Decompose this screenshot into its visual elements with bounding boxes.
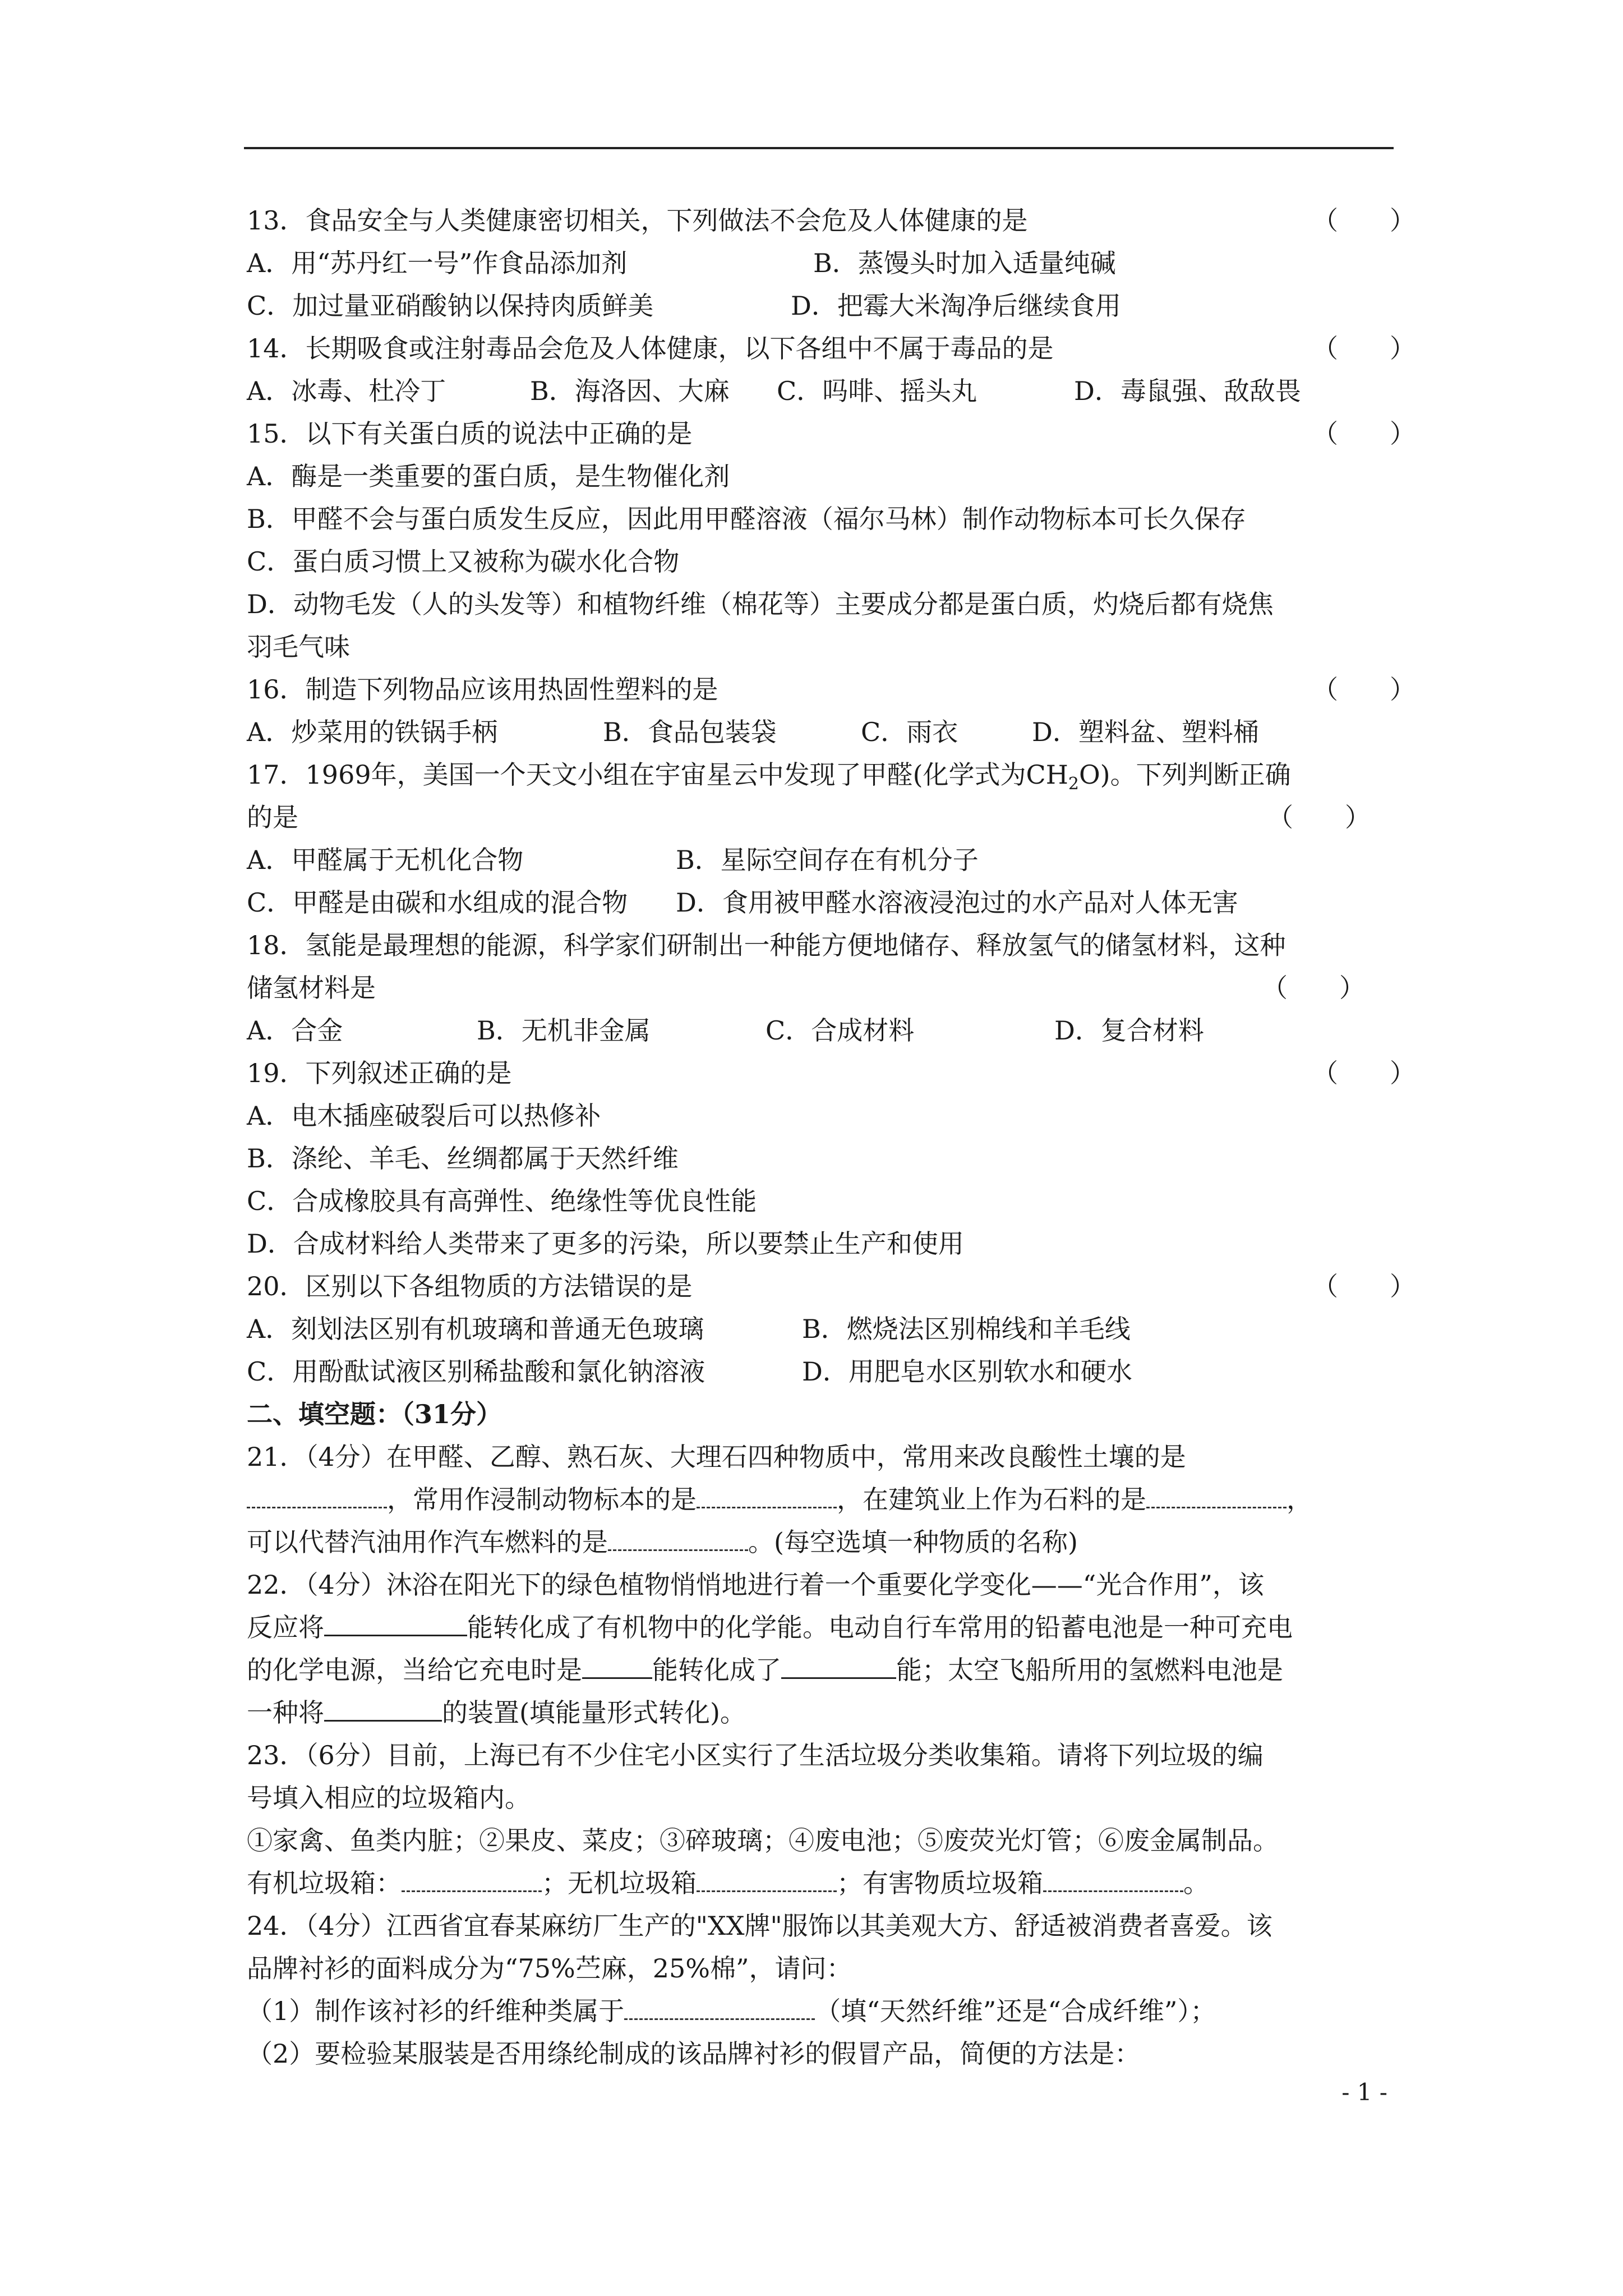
q21-blank-4[interactable] xyxy=(608,1521,748,1551)
q13-option-c: C．加过量亚硝酸钠以保持肉质鲜美 xyxy=(247,291,654,321)
q15-answer-paren: （ ） xyxy=(1312,418,1415,449)
q17-subscript: 2 xyxy=(1068,774,1079,794)
q15-option-b: B．甲醛不会与蛋白质发生反应，因此用甲醛溶液（福尔马林）制作动物标本可长久保存 xyxy=(247,504,1246,534)
q20-options-cd xyxy=(247,1350,1396,1393)
q22-line4: 一种将 的装置(填能量形式转化)。 xyxy=(247,1691,1396,1734)
q14-option-b: B．海洛因、大麻 xyxy=(530,376,730,406)
q22-blank-4[interactable] xyxy=(324,1692,442,1722)
q14-options xyxy=(247,370,1396,412)
q18-option-a: A．合金 xyxy=(247,1015,343,1046)
q23-line2: 号填入相应的垃圾箱内。 xyxy=(247,1783,531,1813)
q21-line2: ，常用作浸制动物标本的是 ，在建筑业上作为石料的是 ， xyxy=(247,1478,1396,1521)
q20-answer-paren: （ ） xyxy=(1312,1271,1415,1301)
q16-option-c: C．雨衣 xyxy=(861,717,958,747)
q14-answer-paren: （ ） xyxy=(1312,333,1415,364)
q13-options-cd xyxy=(247,284,1396,327)
q13-option-b: B．蒸馒头时加入适量纯碱 xyxy=(813,248,1116,278)
q23-line1: 23．（6分）目前，上海已有不少住宅小区实行了生活垃圾分类收集箱。请将下列垃圾的编 xyxy=(247,1740,1264,1770)
q18-option-b: B．无机非金属 xyxy=(477,1015,651,1046)
q18-option-d: D．复合材料 xyxy=(1054,1015,1204,1046)
question-content xyxy=(247,199,1415,2075)
q17-option-c: C．甲醛是由碳和水组成的混合物 xyxy=(247,887,628,918)
q15-stem: 15．以下有关蛋白质的说法中正确的是 （ ） xyxy=(247,412,1396,455)
q14-stem: 14．长期吸食或注射毒品会危及人体健康，以下各组中不属于毒品的是 （ ） xyxy=(247,327,1396,370)
q13-option-d: D．把霉大米淘净后继续食用 xyxy=(791,291,1121,321)
q16-stem: 16．制造下列物品应该用热固性塑料的是 （ ） xyxy=(247,668,1396,711)
q21-blank-1[interactable] xyxy=(247,1479,387,1508)
q23-blank-3[interactable] xyxy=(1043,1862,1183,1892)
q15-option-d-line1: D．动物毛发（人的头发等）和植物纤维（棉花等）主要成分都是蛋白质，灼烧后都有烧焦 xyxy=(247,589,1274,619)
q18-options xyxy=(247,1009,1396,1052)
q19-answer-paren: （ ） xyxy=(1312,1058,1415,1088)
q22-blank-1[interactable] xyxy=(324,1607,467,1636)
q16-answer-paren: （ ） xyxy=(1312,674,1415,705)
page-number: - 1 - xyxy=(1341,2078,1387,2106)
q19-option-a: A．电木插座破裂后可以热修补 xyxy=(247,1101,601,1131)
q20-stem: 20．区别以下各组物质的方法错误的是 （ ） xyxy=(247,1265,1396,1308)
q18-option-c: C．合成材料 xyxy=(766,1015,915,1046)
q20-option-b: B．燃烧法区别棉线和羊毛线 xyxy=(802,1314,1131,1344)
q20-option-c: C．用酚酞试液区别稀盐酸和氯化钠溶液 xyxy=(247,1356,706,1387)
q20-options-ab xyxy=(247,1308,1396,1350)
q18-stem-line2: 储氢材料是 （ ） xyxy=(247,967,1396,1009)
q22-line1: 22．（4分）沐浴在阳光下的绿色植物悄悄地进行着一个重要化学变化——“光合作用”，该 xyxy=(247,1570,1264,1600)
q22-line3: 的化学电源，当给它充电时是 能转化成了 能；太空飞船所用的氢燃料电池是 xyxy=(247,1649,1396,1691)
q17-option-b: B．星际空间存在有机分子 xyxy=(676,845,979,875)
q19-option-d: D．合成材料给人类带来了更多的污染，所以要禁止生产和使用 xyxy=(247,1228,964,1259)
q22-line2: 反应将 能转化成了有机物中的化学能。电动自行车常用的铅蓄电池是一种可充电 xyxy=(247,1606,1396,1649)
q24-line1: 24．（4分）江西省宜春某麻纺厂生产的"XX牌"服饰以其美观大方、舒适被消费者喜爱。该 xyxy=(247,1911,1272,1941)
q24-line3: （1）制作该衬衫的纤维种类属于 （填“天然纤维”还是“合成纤维”）； xyxy=(247,1990,1396,2032)
header-rule xyxy=(244,147,1394,149)
q13-option-a: A．用“苏丹红一号”作食品添加剂 xyxy=(247,248,628,278)
q18-stem: 18．氢能是最理想的能源，科学家们研制出一种能方便地储存、释放氢气的储氢材料，这种 xyxy=(247,930,1286,960)
q23-blank-2[interactable] xyxy=(697,1862,837,1892)
q17-stem: 17．1969年，美国一个天文小组在宇宙星云中发现了甲醛(化学式为$CH_2O$)。下列判断正确 xyxy=(247,760,1291,794)
q19-stem: 19．下列叙述正确的是 （ ） xyxy=(247,1052,1396,1094)
q21-blank-2[interactable] xyxy=(697,1479,837,1508)
q13-answer-paren: （ ） xyxy=(1312,205,1415,236)
q13-stem: 13．食品安全与人类健康密切相关，下列做法不会危及人体健康的是 （ ） xyxy=(247,199,1396,242)
q17-option-a: A．甲醛属于无机化合物 xyxy=(247,845,524,875)
q15-option-a: A．酶是一类重要的蛋白质，是生物催化剂 xyxy=(247,461,730,491)
q16-options xyxy=(247,711,1396,753)
q23-line3: ①家禽、鱼类内脏；②果皮、菜皮；③碎玻璃；④废电池；⑤废荧光灯管；⑥废金属制品。 xyxy=(247,1825,1279,1856)
q15-option-d-line2: 羽毛气味 xyxy=(247,632,350,662)
q21-blank-3[interactable] xyxy=(1146,1479,1287,1508)
q14-option-d: D．毒鼠强、敌敌畏 xyxy=(1074,376,1301,406)
q23-blank-1[interactable] xyxy=(402,1862,542,1892)
q21-line1: 21．（4分）在甲醛、乙醇、熟石灰、大理石四种物质中，常用来改良酸性土壤的是 xyxy=(247,1442,1186,1472)
q16-option-a: A．炒菜用的铁锅手柄 xyxy=(247,717,498,747)
section-heading: 二、填空题：（31分） xyxy=(247,1399,502,1429)
q22-blank-3[interactable] xyxy=(781,1649,896,1679)
q24-line2: 品牌衬衫的面料成分为“75%苎麻，25%棉”，请问： xyxy=(247,1953,852,1984)
q13-options-ab xyxy=(247,242,1396,284)
q22-blank-2[interactable] xyxy=(582,1649,652,1679)
q17-option-d: D．食用被甲醛水溶液浸泡过的水产品对人体无害 xyxy=(676,887,1238,918)
q17-answer-paren: （ ） xyxy=(1267,802,1371,832)
q24-blank-1[interactable] xyxy=(624,1990,815,2020)
q21-line3: 可以代替汽油用作汽车燃料的是 。(每空选填一种物质的名称) xyxy=(247,1521,1396,1563)
q18-answer-paren: （ ） xyxy=(1262,973,1365,1003)
q24-line4: （2）要检验某服装是否用绦纶制成的该品牌衬衫的假冒产品，简便的方法是： xyxy=(247,2039,1141,2069)
q14-option-c: C．吗啡、摇头丸 xyxy=(777,376,978,406)
q17-options-ab xyxy=(247,839,1396,881)
q23-line4: 有机垃圾箱： ；无机垃圾箱 ；有害物质垃圾箱 。 xyxy=(247,1862,1396,1904)
q16-option-d: D．塑料盆、塑料桶 xyxy=(1032,717,1259,747)
q17-stem-line2: 的是 （ ） xyxy=(247,796,1396,839)
q19-option-c: C．合成橡胶具有高弹性、绝缘性等优良性能 xyxy=(247,1186,757,1216)
q20-option-d: D．用肥皂水区别软水和硬水 xyxy=(802,1356,1132,1387)
q15-option-c: C．蛋白质习惯上又被称为碳水化合物 xyxy=(247,546,680,577)
q14-option-a: A．冰毒、杜冷丁 xyxy=(247,376,446,406)
q19-option-b: B．涤纶、羊毛、丝绸都属于天然纤维 xyxy=(247,1143,679,1174)
q17-options-cd xyxy=(247,881,1396,924)
q20-option-a: A．刻划法区别有机玻璃和普通无色玻璃 xyxy=(247,1314,704,1344)
q16-option-b: B．食品包装袋 xyxy=(603,717,777,747)
